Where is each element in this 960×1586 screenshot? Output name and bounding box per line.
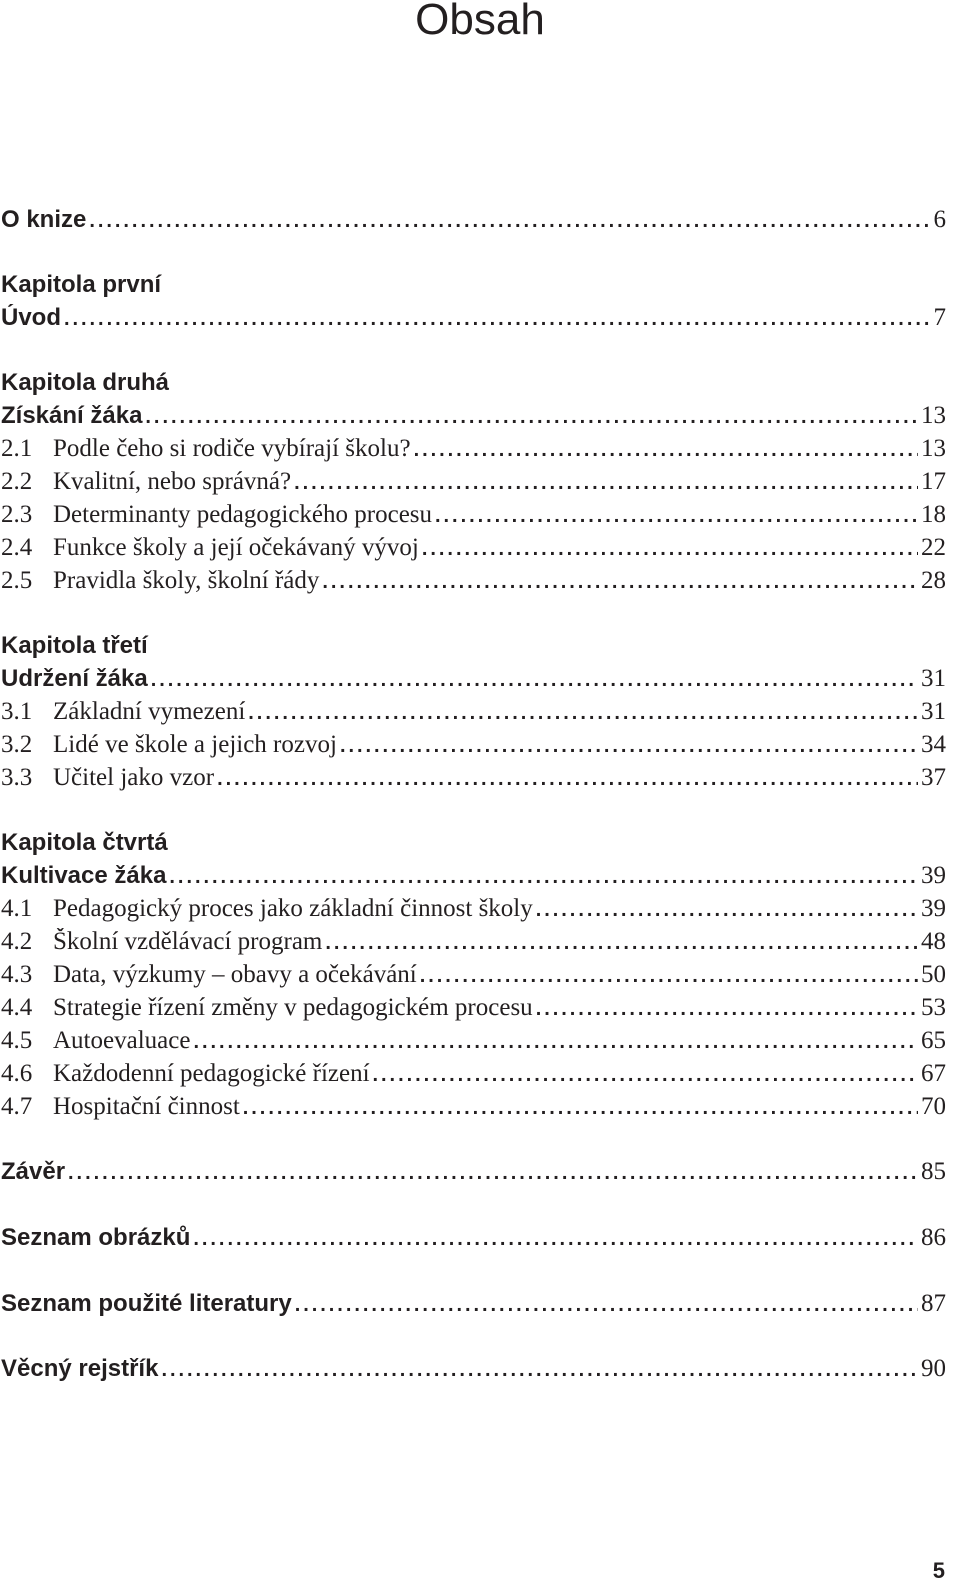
toc-entry-page: 39 <box>921 862 946 889</box>
toc-entry-label: Kultivace žáka <box>1 862 167 889</box>
toc-entry-4-4[interactable] <box>1 994 946 1026</box>
toc-entry-kultivace-zaka[interactable] <box>1 862 946 894</box>
dot-leader <box>422 538 918 561</box>
dot-leader <box>414 439 918 462</box>
page-title: Obsah <box>415 0 545 44</box>
toc-entry-2-1[interactable] <box>1 435 946 467</box>
section-number: 2.5 <box>1 567 33 594</box>
section-number: 2.3 <box>1 501 33 528</box>
chapter-heading: Kapitola čtvrtá <box>1 829 168 856</box>
dot-leader <box>68 1162 918 1185</box>
toc-entry-page: 37 <box>921 764 946 791</box>
section-number: 4.4 <box>1 994 33 1021</box>
toc-entry-4-2[interactable] <box>1 928 946 960</box>
toc-entry-label: Získání žáka <box>1 402 143 429</box>
toc-entry-4-3[interactable] <box>1 961 946 993</box>
toc-entry-udrzeni-zaka[interactable] <box>1 665 946 697</box>
toc-entry-3-3[interactable] <box>1 764 946 796</box>
dot-leader <box>435 505 918 528</box>
toc-entry-label: Základní vymezení <box>53 698 246 725</box>
toc-entry-2-3[interactable] <box>1 501 946 533</box>
dot-leader <box>373 1064 918 1087</box>
toc-entry-label: O knize <box>1 206 87 233</box>
section-number: 4.7 <box>1 1093 33 1120</box>
toc-entry-page: 85 <box>921 1158 946 1185</box>
chapter-heading: Kapitola první <box>1 271 162 298</box>
section-number: 4.5 <box>1 1027 33 1054</box>
toc-entry-page: 39 <box>921 895 946 922</box>
toc-entry-label: Věcný rejstřík <box>1 1355 159 1382</box>
dot-leader <box>536 899 918 922</box>
toc-entry-page: 86 <box>921 1224 946 1251</box>
toc-entry-page: 31 <box>921 665 946 692</box>
toc-entry-label: Školní vzdělávací program <box>53 928 323 955</box>
dot-leader <box>89 210 930 233</box>
toc-entry-page: 67 <box>921 1060 946 1087</box>
chapter-heading: Kapitola druhá <box>1 369 170 396</box>
dot-leader <box>193 1228 918 1251</box>
toc-entry-page: 31 <box>921 698 946 725</box>
section-number: 4.2 <box>1 928 33 955</box>
dot-leader <box>161 1359 918 1382</box>
page-number: 5 <box>932 1558 945 1583</box>
dot-leader <box>193 1031 918 1054</box>
toc-entry-vecny-rejstrik[interactable] <box>1 1355 946 1387</box>
dot-leader <box>536 998 918 1021</box>
toc-entry-o-knize[interactable] <box>1 206 946 238</box>
section-number: 3.3 <box>1 764 33 791</box>
toc-entry-label: Seznam použité literatury <box>1 1290 292 1317</box>
section-number: 2.2 <box>1 468 33 495</box>
dot-leader <box>294 472 918 495</box>
toc-entry-4-7[interactable] <box>1 1093 946 1125</box>
toc-entry-label: Pedagogický proces jako základní činnost školy <box>53 895 533 922</box>
toc-entry-label: Podle čeho si rodiče vybírají školu? <box>53 435 411 462</box>
dot-leader <box>64 308 931 331</box>
toc-entry-label: Funkce školy a její očekávaný vývoj <box>53 534 419 561</box>
toc-entry-label: Závěr <box>1 1158 66 1185</box>
section-number: 2.4 <box>1 534 33 561</box>
toc-entry-label: Hospitační činnost <box>53 1093 240 1120</box>
toc-entry-label: Determinanty pedagogického procesu <box>53 501 433 528</box>
toc-entry-label: Pravidla školy, školní řády <box>53 567 320 594</box>
toc-entry-page: 18 <box>921 501 946 528</box>
toc-entry-uvod[interactable] <box>1 304 946 336</box>
chapter-heading: Kapitola třetí <box>1 632 148 659</box>
toc-entry-seznam-obrazku[interactable] <box>1 1224 946 1256</box>
toc-entry-page: 87 <box>921 1290 946 1317</box>
toc-entry-4-6[interactable] <box>1 1060 946 1092</box>
dot-leader <box>248 702 918 725</box>
toc-entry-label: Udržení žáka <box>1 665 148 692</box>
toc-entry-page: 7 <box>933 304 946 331</box>
dot-leader <box>420 965 918 988</box>
dot-leader <box>340 735 918 758</box>
section-number: 4.1 <box>1 895 33 922</box>
toc-entry-page: 65 <box>921 1027 946 1054</box>
toc-entry-label: Učitel jako vzor <box>53 764 215 791</box>
toc-entry-page: 53 <box>921 994 946 1021</box>
toc-entry-page: 6 <box>933 206 946 233</box>
toc-entry-page: 17 <box>921 468 946 495</box>
dot-leader <box>322 571 918 594</box>
toc-entry-page: 28 <box>921 567 946 594</box>
dot-leader <box>217 768 918 791</box>
toc-entry-2-5[interactable] <box>1 567 946 599</box>
toc-entry-2-2[interactable] <box>1 468 946 500</box>
toc-entry-zaver[interactable] <box>1 1158 946 1190</box>
toc-entry-label: Data, výzkumy – obavy a očekávání <box>53 961 417 988</box>
section-number: 2.1 <box>1 435 33 462</box>
toc-entry-2-4[interactable] <box>1 534 946 566</box>
section-number: 4.6 <box>1 1060 33 1087</box>
toc-entry-seznam-literatury[interactable] <box>1 1290 946 1322</box>
toc-entry-label: Každodenní pedagogické řízení <box>53 1060 370 1087</box>
toc-entry-ziskani-zaka[interactable] <box>1 402 946 434</box>
dot-leader <box>145 406 918 429</box>
toc-entry-label: Kvalitní, nebo správná? <box>53 468 292 495</box>
toc-entry-page: 90 <box>921 1355 946 1382</box>
toc-entry-page: 50 <box>921 961 946 988</box>
toc-entry-page: 13 <box>921 402 946 429</box>
dot-leader <box>295 1294 918 1317</box>
toc-entry-4-1[interactable] <box>1 895 946 927</box>
toc-entry-4-5[interactable] <box>1 1027 946 1059</box>
toc-entry-label: Autoevaluace <box>53 1027 191 1054</box>
dot-leader <box>325 932 918 955</box>
toc-entry-page: 22 <box>921 534 946 561</box>
toc-entry-label: Lidé ve škole a jejich rozvoj <box>53 731 337 758</box>
toc-entry-label: Úvod <box>1 304 61 331</box>
toc-entry-3-2[interactable] <box>1 731 946 763</box>
toc-entry-3-1[interactable] <box>1 698 946 730</box>
toc-entry-page: 34 <box>921 731 946 758</box>
toc-entry-page: 48 <box>921 928 946 955</box>
dot-leader <box>151 669 918 692</box>
toc-entry-page: 13 <box>921 435 946 462</box>
dot-leader <box>243 1097 918 1120</box>
section-number: 4.3 <box>1 961 33 988</box>
section-number: 3.1 <box>1 698 33 725</box>
toc-entry-page: 70 <box>921 1093 946 1120</box>
toc-entry-label: Seznam obrázků <box>1 1224 191 1251</box>
dot-leader <box>169 866 918 889</box>
toc-entry-label: Strategie řízení změny v pedagogickém procesu <box>53 994 533 1021</box>
section-number: 3.2 <box>1 731 33 758</box>
